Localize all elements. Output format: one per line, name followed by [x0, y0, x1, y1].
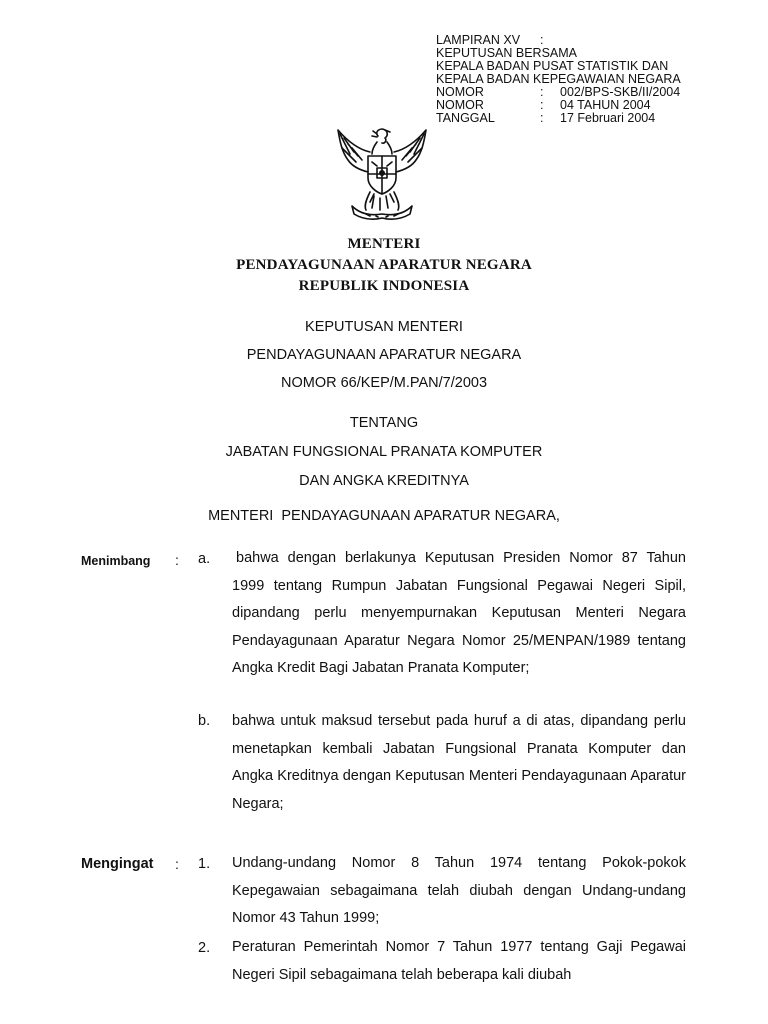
lampiran-key: NOMOR: [436, 98, 484, 112]
mengingat-label: Mengingat: [81, 856, 154, 872]
lampiran-key: KEPALA BADAN KEPEGAWAIAN NEGARA: [436, 72, 681, 86]
decree-subject-line2: DAN ANGKA KREDITNYA: [299, 473, 469, 489]
lampiran-key: TANGGAL: [436, 111, 495, 125]
menimbang-item-marker: b.: [198, 713, 211, 729]
lampiran-key: KEPUTUSAN BERSAMA: [436, 46, 578, 60]
lampiran-key: NOMOR: [436, 85, 484, 99]
garuda-emblem-icon: [330, 122, 434, 226]
menimbang-item-text: bahwa untuk maksud tersebut pada huruf a di atas, dipandang perlu menetapkan kembali Jabatan Fungsional Pranata Komputer dan Angka Kreditnya dengan Keputusan Menteri Pendayagunaan Aparatur Negara;: [232, 713, 686, 812]
lampiran-colon: :: [540, 98, 544, 112]
ministry-name: PENDAYAGUNAAN APARATUR NEGARA: [236, 257, 532, 273]
lampiran-value: 002/BPS-SKB/II/2004: [560, 85, 681, 99]
menimbang-item-text: bahwa dengan berlakunya Keputusan Presiden Nomor 87 Tahun 1999 tentang Rumpun Jabatan Fungsional Pegawai Negeri Sipil, dipandang perlu menyempurnakan Keputusan Menteri Negara Pendayagunaan Aparatur Negara Nomor 25/MENPAN/1989 tentang Angka Kredit Bagi Jabatan Pranata Komputer;: [232, 550, 686, 676]
decree-subject-line1: JABATAN FUNGSIONAL PRANATA KOMPUTER: [225, 444, 543, 460]
lampiran-value: 04 TAHUN 2004: [560, 98, 651, 112]
lampiran-value: 17 Februari 2004: [560, 111, 656, 125]
mengingat-item-text: Undang-undang Nomor 8 Tahun 1974 tentang Pokok-pokok Kepegawaian sebagaimana telah diubah dengan Undang-undang Nomor 43 Tahun 1999;: [232, 855, 686, 926]
lampiran-colon: :: [540, 33, 544, 47]
lampiran-key: KEPALA BADAN PUSAT STATISTIK DAN: [436, 59, 669, 73]
lampiran-colon: :: [540, 85, 544, 99]
lampiran-colon: :: [540, 111, 544, 125]
decree-issuer: MENTERI PENDAYAGUNAAN APARATUR NEGARA,: [208, 508, 560, 524]
lampiran-row: [436, 112, 681, 125]
ministry-country: REPUBLIK INDONESIA: [298, 278, 470, 294]
mengingat-item-marker: 2.: [198, 940, 211, 956]
ministry-title: MENTERI: [347, 236, 421, 252]
decree-tentang: TENTANG: [349, 415, 419, 431]
decree-ministry: PENDAYAGUNAAN APARATUR NEGARA: [246, 347, 522, 363]
decree-number: NOMOR 66/KEP/M.PAN/7/2003: [280, 375, 488, 391]
decree-title: KEPUTUSAN MENTERI: [305, 319, 463, 335]
mengingat-item-text: Peraturan Pemerintah Nomor 7 Tahun 1977 tentang Gaji Pegawai Negeri Sipil sebagaimana telah beberapa kali diubah: [232, 939, 686, 983]
menimbang-item-marker: a.: [198, 551, 211, 567]
menimbang-label: Menimbang: [81, 554, 151, 568]
mengingat-colon: :: [175, 856, 179, 872]
lampiran-key: LAMPIRAN XV: [436, 33, 521, 47]
mengingat-item-marker: 1.: [198, 856, 211, 872]
menimbang-colon: :: [175, 552, 179, 568]
lampiran-block: [436, 34, 681, 125]
